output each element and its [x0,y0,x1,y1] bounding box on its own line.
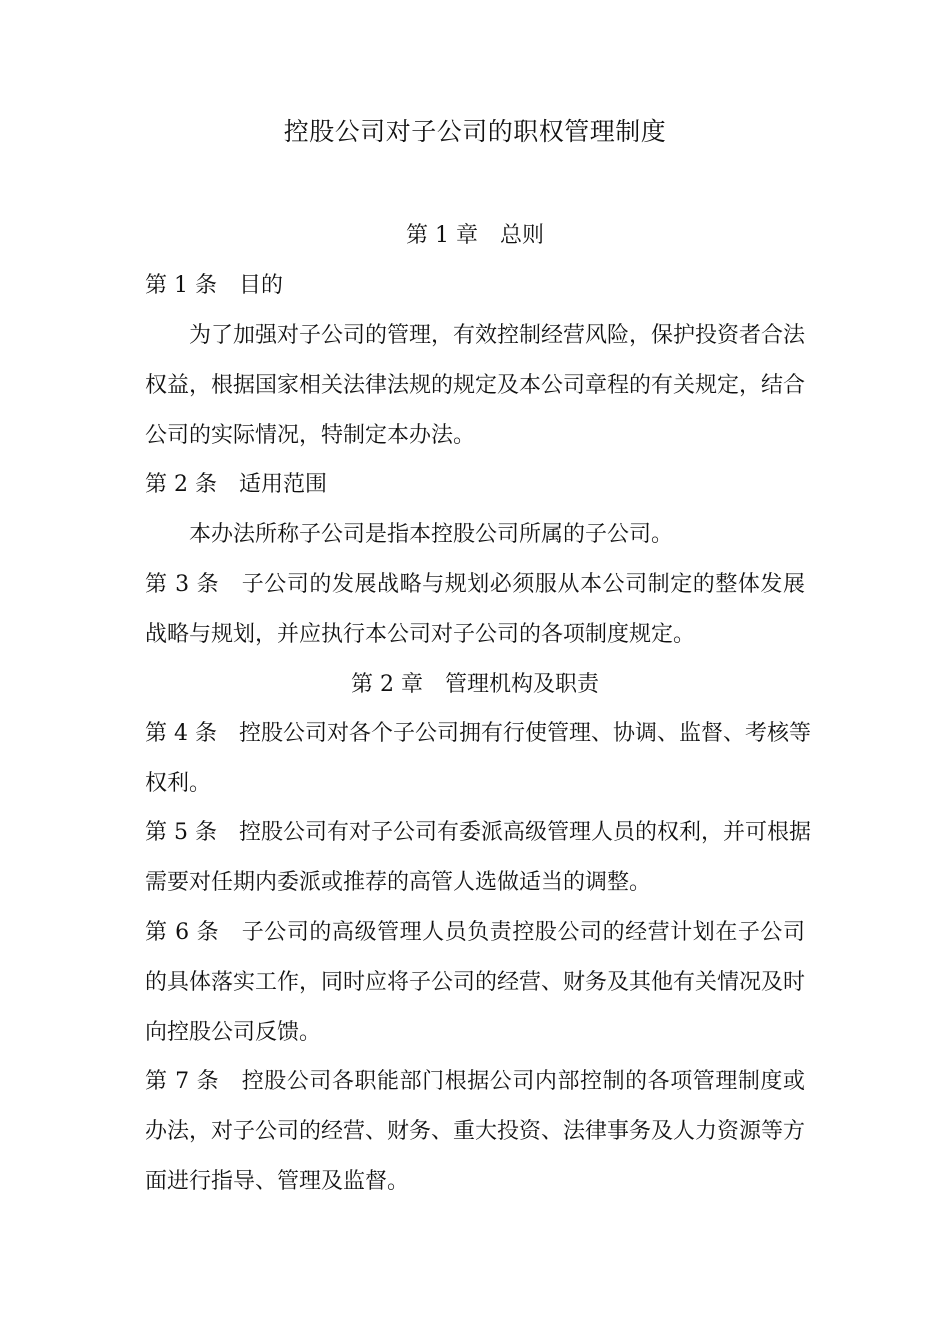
document-title: 控股公司对子公司的职权管理制度 [283,117,667,146]
paragraph-line: 面进行指导、管理及监督。 [145,1169,410,1194]
article-7-line: 第 7 条 控股公司各职能部门根据公司内部控制的各项管理制度或 [145,1069,805,1094]
article-heading-2: 第 2 条 适用范围 [145,472,327,497]
article-heading-1: 第 1 条 目的 [145,273,283,298]
paragraph-line: 向控股公司反馈。 [145,1020,322,1045]
paragraph-line: 本办法所称子公司是指本控股公司所属的子公司。 [189,522,674,547]
chapter-heading-2: 第 2 章 管理机构及职责 [351,672,599,697]
article-4-line: 第 4 条 控股公司对各个子公司拥有行使管理、协调、监督、考核等 [145,721,811,746]
paragraph-line: 公司的实际情况，特制定本办法。 [145,423,476,448]
paragraph-line: 为了加强对子公司的管理，有效控制经营风险，保护投资者合法 [189,323,806,348]
chapter-heading-1: 第 1 章 总则 [406,223,544,248]
paragraph-line: 办法，对子公司的经营、财务、重大投资、法律事务及人力资源等方 [145,1119,806,1144]
article-6-line: 第 6 条 子公司的高级管理人员负责控股公司的经营计划在子公司 [145,920,805,945]
paragraph-line: 权利。 [145,771,212,796]
article-5-line: 第 5 条 控股公司有对子公司有委派高级管理人员的权利，并可根据 [145,820,811,845]
paragraph-line: 战略与规划，并应执行本公司对子公司的各项制度规定。 [145,622,696,647]
paragraph-line: 权益，根据国家相关法律法规的规定及本公司章程的有关规定，结合 [145,373,806,398]
paragraph-line: 的具体落实工作，同时应将子公司的经营、财务及其他有关情况及时 [145,970,806,995]
paragraph-line: 需要对任期内委派或推荐的高管人选做适当的调整。 [145,870,652,895]
article-3-line: 第 3 条 子公司的发展战略与规划必须服从本公司制定的整体发展 [145,572,805,597]
